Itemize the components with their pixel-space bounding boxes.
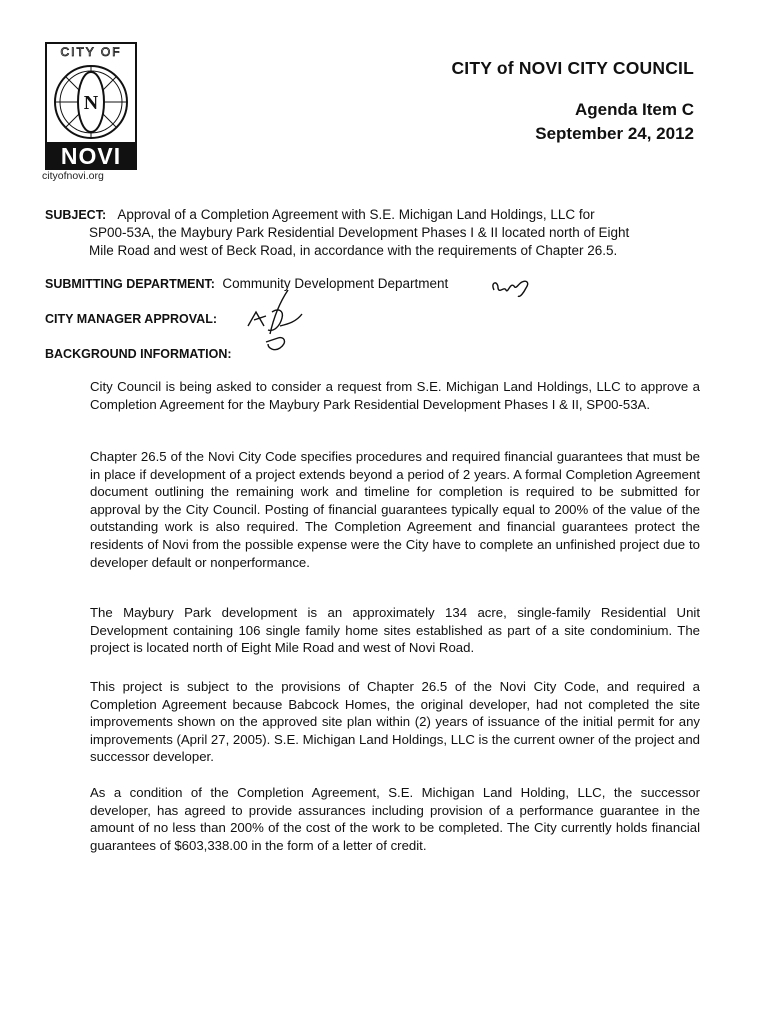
background-paragraph-2: Chapter 26.5 of the Novi City Code specifies procedures and required financial guarantees that must be in place if development of a project extends beyond a period of 2 years. A formal Completion Agreement document outlining the remaining work and timeline for completion is required to be submitted for approval by the City Council. Posting of financial guarantees typically equal to 200% of the value of the outstanding work is also required. The Completion Agreement and financial guarantees protect the residents of Novi from the possible expense were the City have to complete an unfinished project due to developer default or nonperformance. <box>90 449 700 570</box>
agenda-item: Agenda Item C <box>574 100 694 119</box>
subject-section <box>45 206 705 260</box>
initials-signature <box>488 274 538 300</box>
manager-approval-label: CITY MANAGER APPROVAL: <box>45 312 217 326</box>
logo-top-text: CITY OF <box>60 45 122 59</box>
background-paragraph-4: This project is subject to the provisions of Chapter 26.5 of the Novi City Code, and required a Completion Agreement because Babcock Homes, the original developer, had not completed the site improvements shown on the approved site plan within (2) years of issuance of the initial permit for any improvements (April 27, 2005). S.E. Michigan Land Holdings, LLC is the current owner of the project and successor developer. <box>90 679 700 765</box>
agenda-block <box>535 98 694 146</box>
svg-text:N: N <box>83 92 99 114</box>
department-value: Community Development Department <box>222 276 449 291</box>
background-paragraph-3: The Maybury Park development is an approximately 134 acre, single-family Residential Unit Development containing 106 single family home sites established as part of a site condominium. The project is located north of Eight Mile Road and west of Novi Road. <box>90 605 700 656</box>
meeting-date: September 24, 2012 <box>535 124 694 143</box>
manager-signature <box>244 286 314 358</box>
page-title: CITY of NOVI CITY COUNCIL <box>451 58 694 78</box>
logo-url: cityofnovi.org <box>42 170 104 182</box>
city-logo <box>45 42 137 170</box>
subject-line-3: Mile Road and west of Beck Road, in accordance with the requirements of Chapter 26.5. <box>89 243 618 258</box>
background-paragraph-5: As a condition of the Completion Agreement, S.E. Michigan Land Holding, LLC, the successor developer, has agreed to provide assurances including provision of a performance guarantee in the amount of no less than 200% of the cost of the work to be completed. The City currently holds financial guarantees of $603,338.00 in the form of a letter of credit. <box>90 785 700 853</box>
background-paragraph-1: City Council is being asked to consider a request from S.E. Michigan Land Holdings, LLC to approve a Completion Agreement for the Maybury Park Residential Development Phases I & II, SP00-53A. <box>90 379 700 412</box>
subject-line-2: SP00-53A, the Maybury Park Residential Development Phases I & II located north of Eight <box>89 225 630 240</box>
subject-label: SUBJECT: <box>45 208 107 222</box>
subject-line-1: Approval of a Completion Agreement with S.E. Michigan Land Holdings, LLC for <box>117 207 595 222</box>
background-label: BACKGROUND INFORMATION: <box>45 347 232 361</box>
logo-bottom-text: NOVI <box>60 143 122 169</box>
department-label: SUBMITTING DEPARTMENT: <box>45 277 215 291</box>
